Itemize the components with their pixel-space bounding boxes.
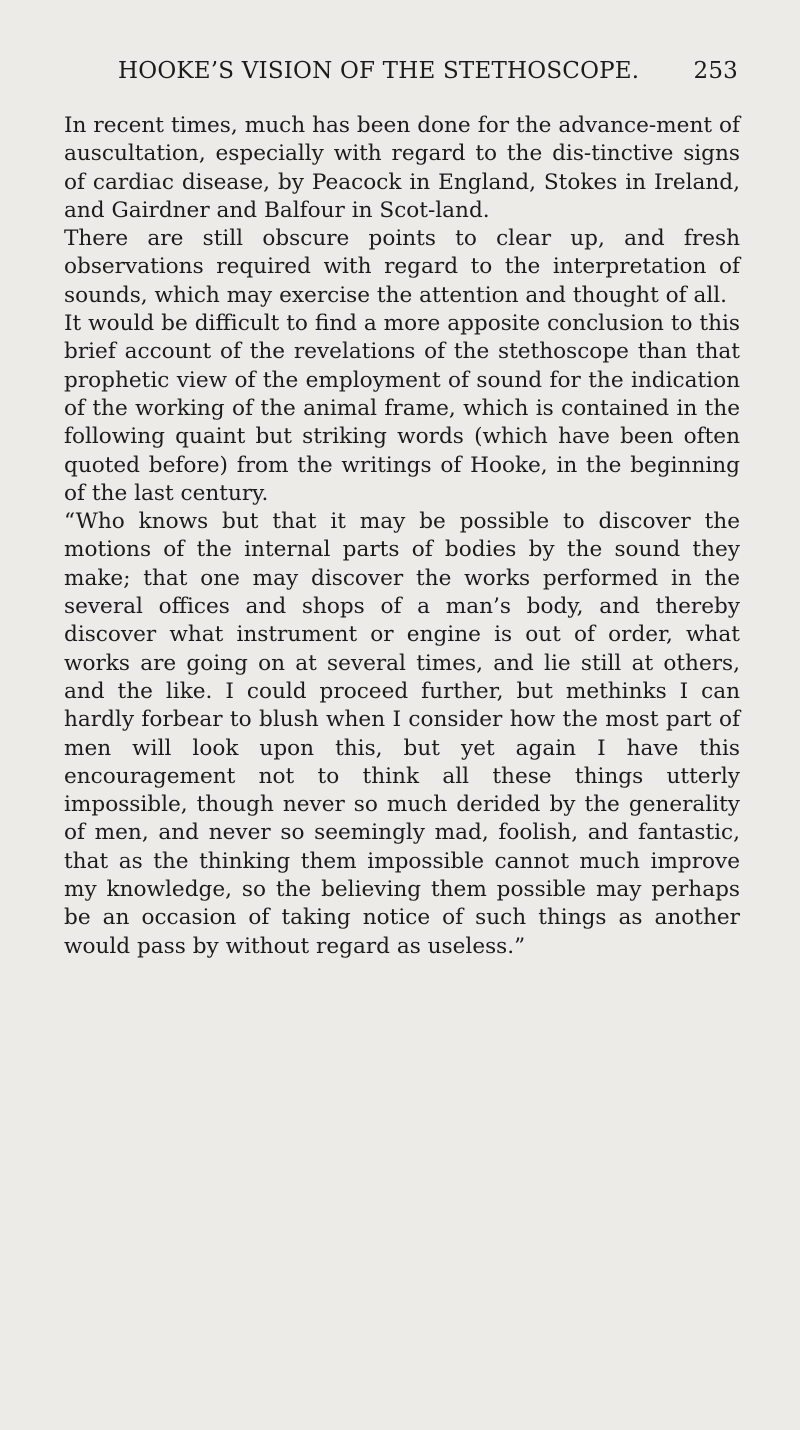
- running-head: [118, 58, 738, 94]
- paragraph-obscure-points: There are still obscure points to clear up, and fresh observations required with regard to the interpretation of sounds, which may exercise the attention and thought of all.: [64, 226, 740, 308]
- chapter-title: HOOKE’S VISION OF THE STETHOSCOPE.: [118, 58, 640, 84]
- body-text: [64, 112, 740, 961]
- paragraph-auscultation: In recent times, much has been done for the advance-ment of auscultation, especially with regard to the dis-tinctive signs of cardiac disease, by Peacock in England, Stokes in Ireland, and Gairdner and Balfour in Scot-land.: [64, 113, 740, 223]
- quotation-hooke: “Who knows but that it may be possible to discover the motions of the internal parts of bodies by the sound they make; that one may discover the works performed in the several offices and shops of a man’s body, and thereby discover what instrument or engine is out of order, what works are going on at several times, and lie still at others, and the like. I could proceed further, but methinks I can hardly forbear to blush when I consider how the most part of men will look upon this, but yet again I have this encouragement not to think all these things utterly impossible, though never so much derided by the generality of men, and never so seemingly mad, foolish, and fantastic, that as the thinking them impossible cannot much improve my knowledge, so the believing them possible may perhaps be an occasion of taking notice of such things as another would pass by without regard as useless.”: [64, 509, 740, 959]
- page-number: 253: [693, 58, 738, 84]
- paragraph-conclusion: It would be difficult to find a more apposite conclusion to this brief account of the revelations of the stethoscope than that prophetic view of the employment of sound for the indication of the working of the animal frame, which is contained in the following quaint but striking words (which have been often quoted before) from the writings of Hooke, in the beginning of the last century.: [64, 311, 740, 506]
